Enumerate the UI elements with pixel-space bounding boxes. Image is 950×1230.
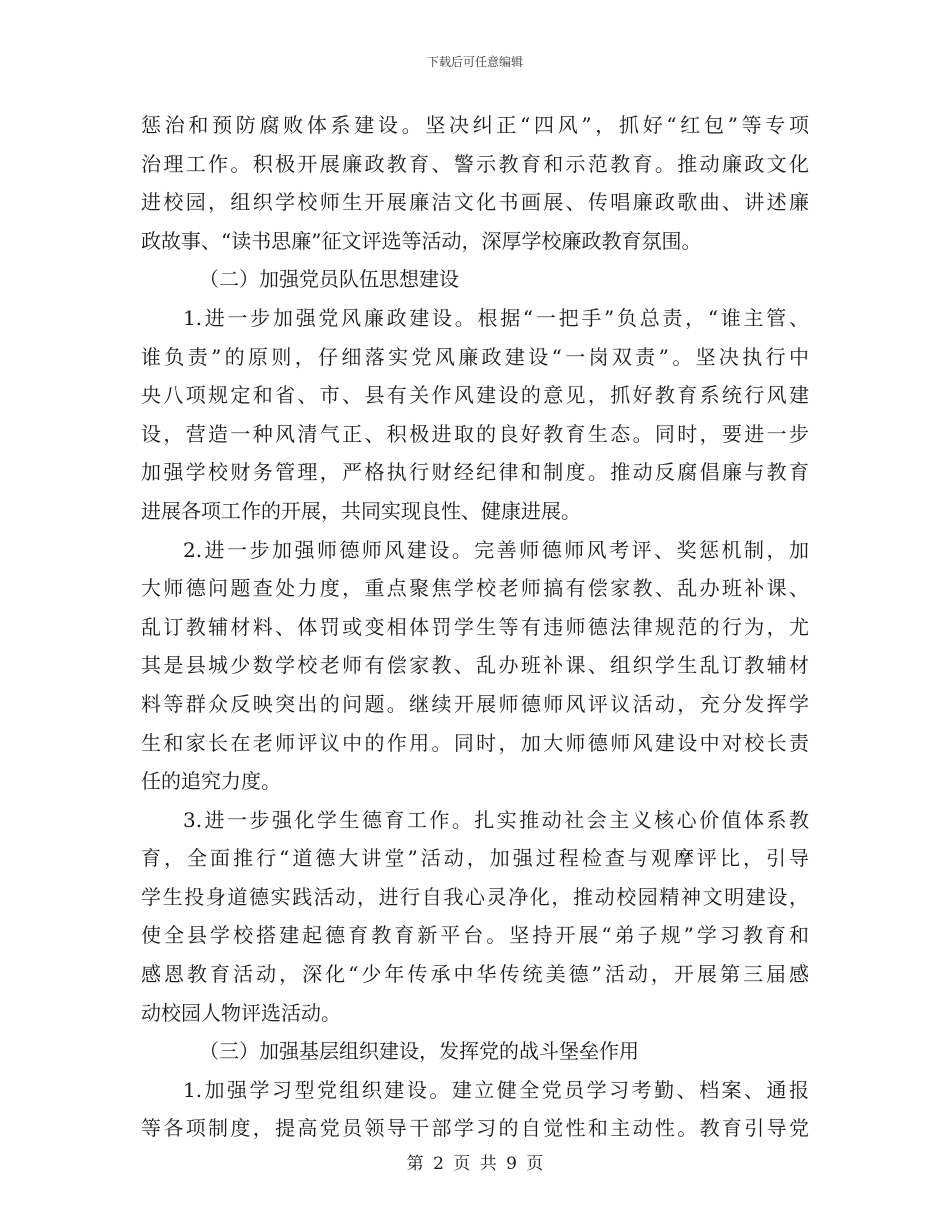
- text-line: 等各项制度，提高党员领导干部学习的自觉性和主动性。教育引导党: [141, 1116, 809, 1141]
- text-line: 设，营造一种风清气正、积极进取的良好教育生态。同时，要进一步: [141, 421, 809, 446]
- text-line: 加强学校财务管理，严格执行财经纪律和制度。推动反腐倡廉与教育: [141, 460, 809, 485]
- page-header-note: 下载后可任意编辑: [426, 55, 523, 69]
- text-line: 进校园，组织学校师生开展廉洁文化书画展、传唱廉政歌曲、讲述廉: [141, 190, 809, 215]
- section-heading: （三）加强基层组织建设，发挥党的战斗堡垒作用: [199, 1039, 639, 1064]
- text-line: 料等群众反映突出的问题。继续开展师德师风评议活动，充分发挥学: [141, 691, 809, 716]
- document-body: [141, 106, 809, 1148]
- text-line: 央八项规定和省、市、县有关作风建设的意见，抓好教育系统行风建: [141, 383, 809, 408]
- text-line: 其是县城少数学校老师有偿家教、乱办班补课、组织学生乱订教辅材: [141, 653, 809, 678]
- text-line: 谁负责”的原则，仔细落实党风廉政建设“一岗双责”。坚决执行中: [141, 344, 809, 369]
- text-line: 乱订教辅材料、体罚或变相体罚学生等有违师德法律规范的行为，尤: [141, 614, 809, 639]
- text-line: 大师德问题查处力度，重点聚焦学校老师搞有偿家教、乱办班补课、: [141, 576, 809, 601]
- text-line: 进展各项工作的开展，共同实现良性、健康进展。: [141, 498, 581, 523]
- section-heading: （二）加强党员队伍思想建设: [199, 267, 459, 292]
- text-line: 动校园人物评选活动。: [141, 1000, 341, 1025]
- text-line: 任的追究力度。: [141, 769, 281, 794]
- text-line: 3.进一步强化学生德育工作。扎实推动社会主义核心价值体系教: [183, 807, 809, 832]
- text-line: 感恩教育活动，深化“少年传承中华传统美德”活动，开展第三届感: [141, 962, 809, 987]
- text-line: 惩治和预防腐败体系建设。坚决纠正“四风”，抓好“红包”等专项: [141, 113, 809, 137]
- text-line: 育，全面推行“道德大讲堂”活动，加强过程检查与观摩评比，引导: [141, 846, 809, 871]
- text-line: 1.加强学习型党组织建设。建立健全党员学习考勤、档案、通报: [183, 1077, 809, 1102]
- text-line: 2.进一步加强师德师风建设。完善师德师风考评、奖惩机制，加: [183, 537, 809, 562]
- text-line: 治理工作。积极开展廉政教育、警示教育和示范教育。推动廉政文化: [141, 151, 809, 176]
- text-line: 政故事、“读书思廉”征文评选等活动，深厚学校廉政教育氛围。: [141, 228, 702, 253]
- text-line: 1.进一步加强党风廉政建设。根据“一把手”负总责，“谁主管、: [183, 305, 809, 330]
- text-line: 学生投身道德实践活动，进行自我心灵净化，推动校园精神文明建设，: [141, 884, 809, 909]
- text-line: 生和家长在老师评议中的作用。同时，加大师德师风建设中对校长责: [141, 730, 809, 755]
- page-number-footer: 第 2 页 共 9 页: [406, 1154, 544, 1174]
- text-line: 使全县学校搭建起德育教育新平台。坚持开展“弟子规”学习教育和: [141, 923, 809, 948]
